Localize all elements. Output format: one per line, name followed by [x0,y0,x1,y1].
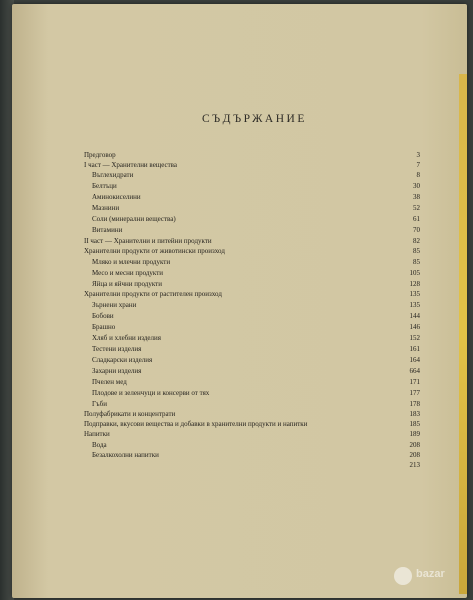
watermark-text: bazar [416,568,445,580]
watermark-mark-icon [394,567,412,585]
toc-entry-label: Бобови [92,312,114,320]
toc-entry-page: 183 [409,410,420,418]
toc-entry [92,268,420,278]
watermark-logo [394,564,464,590]
toc-entry [92,450,420,460]
toc-entry-label: Хранителни продукти от животински произход [84,247,225,255]
toc-entry [92,440,420,450]
toc-entry-page: 61 [413,215,420,223]
toc-entry-label: Вода [92,441,107,449]
toc-entry-label: Брашно [92,323,116,331]
toc-entry-label: Соли (минерални вещества) [92,215,176,223]
toc-entry-page: 208 [409,441,420,449]
toc-entry-label: Месо и месни продукти [92,269,164,277]
toc-entry-label: Белтъци [92,182,117,190]
toc-entry-label: Безалкохолни напитки [92,451,159,459]
toc-entry-label: Гъби [92,400,107,408]
toc-entry-label: Хранителни продукти от растителен произход [84,290,222,298]
toc-entry-label: Въглехидрати [92,171,134,179]
toc-entry [84,409,420,419]
toc-entry-label: Напитки [84,430,110,438]
toc-entry-label: Захарни изделия [92,367,142,375]
toc-entry [92,192,420,202]
toc-entry [92,203,420,213]
toc-entry-label: Мазнини [92,204,120,212]
toc-entry-page: 213 [409,461,420,469]
toc-entry [92,225,420,235]
toc-entry [84,289,420,299]
toc-entry-label: Зърнени храни [92,301,137,309]
toc-entry-label: Сладкарски изделия [92,356,153,364]
toc-entry-label: Мляко и млечни продукти [92,258,171,266]
toc-entry [92,170,420,180]
toc-entry [92,355,420,365]
toc-entry-page: 70 [413,226,420,234]
toc-entry-label: Аминокиселини [92,193,141,201]
toc-entry-label: І част — Хранителни вещества [84,161,177,169]
toc-entry-page: 152 [409,334,420,342]
toc-entry-page: 38 [413,193,420,201]
toc-entry-page: 85 [413,258,420,266]
toc-entry-page: 7 [416,161,420,169]
toc-entry-page: 171 [409,378,420,386]
toc-entry-page: 30 [413,182,420,190]
toc-entry [92,311,420,321]
toc-entry-page: 135 [409,301,420,309]
toc-entry [92,460,420,470]
page-edge [459,74,467,594]
toc-entry-page: 135 [409,290,420,298]
toc-entry-page: 178 [409,400,420,408]
toc-entry [92,181,420,191]
toc-entry [92,388,420,398]
toc-entry-page: 161 [409,345,420,353]
toc-entry [92,279,420,289]
toc-entry [92,214,420,224]
toc-entry-page: 82 [413,237,420,245]
toc-entry-label: Витамини [92,226,123,234]
page-title: СЪДЪРЖАНИЕ [202,113,307,125]
toc-entry [92,366,420,376]
toc-entry-page: 664 [409,367,420,375]
toc-entry-label: Тестени изделия [92,345,142,353]
book-page [12,4,467,598]
toc-entry-page: 185 [409,420,420,428]
toc-entry [92,377,420,387]
toc-entry-page: 105 [409,269,420,277]
toc-entry [92,300,420,310]
toc-entry [84,419,420,429]
toc-entry-page: 146 [409,323,420,331]
toc-entry [84,160,420,170]
toc-entry-label: Подправки, вкусови вещества и добавки в хранителни продукти и напитки [84,420,308,428]
toc-entry [84,246,420,256]
toc-entry [92,333,420,343]
toc-entry-label: Плодове и зеленчуци и консерви от тях [92,389,210,397]
toc-entry-page: 85 [413,247,420,255]
toc-entry [92,257,420,267]
toc-entry [84,236,420,246]
toc-entry-page: 164 [409,356,420,364]
toc-entry [92,399,420,409]
toc-entry-page: 208 [409,451,420,459]
toc-entry-page: 52 [413,204,420,212]
toc-entry-page: 128 [409,280,420,288]
toc-entry [92,322,420,332]
toc-entry-label: Хляб и хлебни изделия [92,334,161,342]
toc-entry-label: Пчелен мед [92,378,127,386]
toc-entry-page: 144 [409,312,420,320]
toc-entry [92,344,420,354]
toc-entry-page: 3 [416,151,420,159]
toc-entry [84,429,420,439]
toc-entry-label: Предговор [84,151,116,159]
toc-entry-page: 177 [409,389,420,397]
toc-entry-page: 189 [409,430,420,438]
toc-entry-label: Полуфабрикати и концентрати [84,410,176,418]
toc-entry-label: Яйца и яйчни продукти [92,280,162,288]
toc-entry-page: 8 [416,171,420,179]
toc-entry [84,150,420,160]
toc-entry-label: ІІ част — Хранителни и питейни продукти [84,237,212,245]
